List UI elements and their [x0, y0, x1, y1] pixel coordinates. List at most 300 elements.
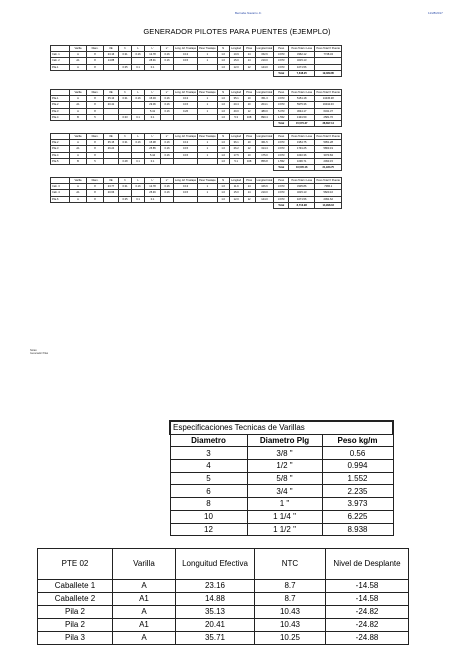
table-cell: 35.1 [229, 96, 243, 102]
column-header: Long. Ef. Traslape [175, 47, 197, 51]
table-cell: A [70, 196, 87, 202]
column-header: Peso Total x Losa [289, 90, 315, 96]
spec-cell: 1 1/2 " [247, 523, 322, 536]
column-header: Diam. [87, 46, 104, 52]
table-cell: 5 [87, 158, 104, 164]
column-header: Long. Ef. Traslape [175, 179, 197, 183]
header-author: Bernabe Navarro Jr. [235, 11, 262, 15]
table-cell: 210.0 [255, 58, 274, 64]
table-cell: 1040.36 [289, 152, 315, 158]
table-cell: 0.1 [132, 158, 145, 164]
column-header: Pzas [243, 134, 255, 140]
spec-cell: 8.938 [322, 523, 393, 536]
table-cell: 7086.1 [315, 184, 342, 190]
table-cell: 10 [243, 140, 255, 146]
table-cell: 5.373 [274, 108, 289, 114]
table-cell: 0.15 [174, 58, 198, 64]
column-header: Longitud total [256, 91, 273, 95]
column-header: Long. Ef. Traslape [175, 135, 197, 139]
table-cell: 0.16 [161, 96, 174, 102]
column-header: Peso Total x Losa [289, 134, 315, 140]
column-header: N [217, 46, 229, 52]
blank-cell [132, 120, 145, 126]
table-cell: 1 [198, 140, 218, 146]
pte-cell: 10.43 [255, 619, 326, 632]
table-cell: 1.0 [217, 58, 229, 64]
pte-cell: -24.82 [326, 619, 409, 632]
column-header: Varilla [70, 46, 87, 52]
table-cell: 3.973 [274, 58, 289, 64]
blank-cell [217, 202, 229, 208]
column-header: L'' [161, 134, 174, 140]
column-header: Diam. [87, 134, 104, 140]
pile-table-2 [50, 89, 342, 127]
table-cell: Pila 3 [51, 108, 70, 114]
table-cell: 10.9 [229, 52, 243, 58]
table-cell: 40.0 [229, 108, 243, 114]
table-cell: A [70, 184, 87, 190]
table-cell: 0.15 [174, 152, 198, 158]
spec-row [170, 472, 393, 485]
table-cell: Pila 5 [51, 158, 70, 164]
pte-cell: 10.43 [255, 606, 326, 619]
table-cell: 15.0 [229, 58, 243, 64]
blank-cell [198, 70, 218, 76]
column-header: Peso Total x Losa [289, 46, 315, 52]
table-cell: 14 [243, 52, 255, 58]
table-cell: 0.13 [174, 140, 198, 146]
blank-cell [87, 164, 104, 170]
table-cell: 1.0 [217, 152, 229, 158]
blank-cell [145, 120, 161, 126]
blank-cell [70, 120, 87, 126]
table-cell: 0.16 [161, 146, 174, 152]
table-cell: 8 [87, 196, 104, 202]
spec-cell: 1/2 " [247, 460, 322, 473]
blank-cell [243, 120, 255, 126]
table-cell: 1.0 [217, 64, 229, 70]
table-cell: Pila 2 [51, 140, 70, 146]
table-cell: Pila 1 [51, 64, 70, 70]
table-cell: B [70, 158, 87, 164]
column-header: Varilla [70, 178, 87, 184]
table-cell: 15.0 [229, 190, 243, 196]
table-cell: A [70, 152, 87, 158]
table-cell: 0.16 [161, 152, 174, 158]
table-cell: 1.0 [217, 146, 229, 152]
blank-cell [174, 164, 198, 170]
spec-cell: 1 1/4 " [247, 510, 322, 523]
column-header: Varilla [70, 90, 87, 96]
table-cell: 15.03 [145, 96, 161, 102]
blank-cell [104, 164, 119, 170]
blank-cell [104, 120, 119, 126]
table-cell: 12 [243, 146, 255, 152]
table-cell: 0.16 [161, 58, 174, 64]
table-cell: 5951.28 [315, 140, 342, 146]
table-cell: 1 [198, 96, 218, 102]
table-cell: 15.38 [145, 140, 161, 146]
table-cell: 36.1 [229, 140, 243, 146]
column-header: #E [104, 134, 119, 140]
pte-cell: 14.88 [176, 593, 255, 606]
table-cell: 5820.16 [315, 190, 342, 196]
table-cell: 1.0 [217, 158, 229, 164]
table-cell: 856.8 [255, 158, 274, 164]
table-cell: 1.0 [217, 52, 229, 58]
pte-row [38, 619, 409, 632]
spec-row [170, 498, 393, 511]
total-x-losa: 10,505.16 [289, 164, 315, 170]
table-cell: 16042.03 [315, 102, 342, 108]
spec-header: Diametro Plg [247, 434, 322, 447]
total-label: Total [274, 164, 289, 170]
column-header: Peso Total X Puente [316, 47, 340, 51]
table-cell: 210.0 [255, 190, 274, 196]
table-cell: 3.973 [274, 64, 289, 70]
table-cell: 1.0 [217, 96, 229, 102]
column-header: Long. Ef. Traslape [175, 91, 197, 95]
table-cell: 5151.18 [289, 96, 315, 102]
table-cell: 14 [243, 184, 255, 190]
column-header: #E [104, 178, 119, 184]
table-cell: 20.4 [229, 102, 243, 108]
table-cell: 12.0 [229, 196, 243, 202]
pte-row [38, 593, 409, 606]
table-cell: 152.6 [255, 52, 274, 58]
column-header: L [132, 178, 145, 184]
pte-cell: 10.25 [255, 632, 326, 645]
column-header: h [119, 46, 132, 52]
table-cell: 29.06 [145, 102, 161, 108]
table-cell: 10 [243, 152, 255, 158]
column-header: Peso Total X Puente [316, 135, 340, 139]
table-cell: 0.15 [174, 146, 198, 152]
table-cell: 14 [243, 190, 255, 196]
table-cell: 3.973 [274, 196, 289, 202]
table-cell: 1.0 [217, 108, 229, 114]
table-cell: 1.0 [217, 184, 229, 190]
spec-cell: 0.56 [322, 447, 393, 460]
column-header: h [119, 178, 132, 184]
table-cell: Cab. 4 [51, 190, 70, 196]
pte-cell: Pila 2 [38, 619, 113, 632]
table-cell: A1 [70, 58, 87, 64]
table-cell: 0.16 [161, 108, 174, 114]
table-cell: 0.31 [119, 184, 132, 190]
table-cell: 5.41 [145, 108, 161, 114]
blank-cell [198, 120, 218, 126]
table-cell: 8 [87, 184, 104, 190]
table-cell: 0.1 [145, 158, 161, 164]
pte-row [38, 632, 409, 645]
column-header: h [119, 90, 132, 96]
table-cell: 12 [243, 108, 255, 114]
total-row [51, 70, 342, 76]
spec-cell: 10 [170, 510, 247, 523]
table-cell: 5.1 [229, 158, 243, 164]
pte-cell: 35.13 [176, 606, 255, 619]
blank-cell [87, 120, 104, 126]
blank-cell [104, 70, 119, 76]
pte-cell: A1 [113, 593, 176, 606]
table-cell: A [70, 108, 87, 114]
column-header: L [132, 134, 145, 140]
pte-table [37, 548, 409, 645]
blank-cell [229, 202, 243, 208]
spec-cell: 3/8 " [247, 447, 322, 460]
table-cell: 3335.86 [289, 184, 315, 190]
table-cell: 14 [243, 58, 255, 64]
column-header: Longitud [229, 46, 243, 52]
table-cell: 0.16 [132, 52, 145, 58]
table-cell: 3.973 [274, 152, 289, 158]
table-cell: 0.1 [145, 64, 161, 70]
table-cell: 17.5 [229, 152, 243, 158]
blank-cell [51, 70, 70, 76]
spec-header: Peso kg/m [322, 434, 393, 447]
total-x-puente: 38,897.14 [315, 120, 342, 126]
spec-cell: 3 [170, 447, 247, 460]
table-cell: 144.0 [255, 64, 274, 70]
table-cell: 3.973 [274, 102, 289, 108]
table-cell: 361.5 [255, 140, 274, 146]
blank-cell [243, 70, 255, 76]
column-header: L [132, 90, 145, 96]
table-cell: 1.552 [274, 114, 289, 120]
blank-cell [198, 164, 218, 170]
table-cell: Pila 2 [51, 102, 70, 108]
side-note-line: Generador Pilas [30, 352, 49, 356]
table-cell: 20.66 [104, 190, 119, 196]
blank-cell [119, 120, 132, 126]
blank-cell [174, 202, 198, 208]
table-cell: 1 [198, 184, 218, 190]
table-cell: 3215.13 [289, 58, 315, 64]
pte-cell: Caballete 1 [38, 580, 113, 593]
table-cell: 6341.37 [315, 108, 342, 114]
blank-cell [119, 164, 132, 170]
column-header: Peso Traslape [199, 179, 216, 183]
column-header: L'' [161, 46, 174, 52]
spec-cell: 8 [170, 498, 247, 511]
table-cell: 23.77 [104, 184, 119, 190]
spec-row [170, 447, 393, 460]
table-cell: 0.16 [132, 96, 145, 102]
pte-header: NTC [255, 549, 326, 580]
pte-cell: Pila 3 [38, 632, 113, 645]
table-cell: 8 [87, 190, 104, 196]
blank-cell [119, 70, 132, 76]
table-cell: 0.15 [174, 102, 198, 108]
column-header: Peso Traslape [199, 91, 216, 95]
column-header: L'' [161, 90, 174, 96]
spec-cell: 6.225 [322, 510, 393, 523]
column-header: #E [104, 46, 119, 52]
table-cell: 3073.84 [315, 152, 342, 158]
column-header: Pzas [243, 46, 255, 52]
table-cell: 1.552 [274, 158, 289, 164]
table-cell: 0.1 [132, 64, 145, 70]
pte-cell: 23.16 [176, 580, 255, 593]
table-cell: Pila 4 [51, 152, 70, 158]
table-cell: Cab. 1 [51, 52, 70, 58]
table-cell: 0.1 [145, 196, 161, 202]
table-cell: 0.33 [119, 114, 132, 120]
table-cell: Pila 4 [51, 114, 70, 120]
table-cell: 26.24 [104, 146, 119, 152]
table-cell: 25.85 [145, 146, 161, 152]
table-cell: 12.0 [229, 64, 243, 70]
side-note [30, 349, 48, 355]
column-header: L' [145, 178, 161, 184]
blank-cell [119, 202, 132, 208]
table-cell: 8 [87, 96, 104, 102]
blank-cell [255, 70, 274, 76]
column-header: L' [145, 90, 161, 96]
blank-cell [243, 202, 255, 208]
table-cell: B [70, 114, 87, 120]
blank-cell [70, 164, 87, 170]
spec-caption: Especificaciones Tecnicas de Varillas [170, 421, 393, 434]
table-cell: 0.13 [174, 96, 198, 102]
pte-cell: 8.7 [255, 580, 326, 593]
table-cell: 14.88 [104, 58, 119, 64]
total-x-puente: 14,998.16 [315, 202, 342, 208]
blank-cell [145, 164, 161, 170]
blank-cell [198, 202, 218, 208]
total-x-puente: 21,933.75 [315, 164, 342, 170]
blank-cell [255, 202, 274, 208]
column-header: Pzas [243, 90, 255, 96]
table-cell: 3.973 [274, 140, 289, 146]
table-cell: Cab. 2 [51, 58, 70, 64]
table-cell: 0.1 [132, 196, 145, 202]
column-header: N [217, 178, 229, 184]
table-cell: 0.31 [119, 96, 132, 102]
table-cell: 0.16 [161, 102, 174, 108]
pte-header: Longuitud Efectiva [176, 549, 255, 580]
total-x-losa: 8,713.98 [289, 202, 315, 208]
table-cell: 3362.12 [289, 52, 315, 58]
table-cell: 0.16 [161, 190, 174, 196]
blank-cell [70, 202, 87, 208]
table-cell: 8 [87, 52, 104, 58]
table-cell: 175.0 [255, 152, 274, 158]
column-header: Peso Total x Losa [289, 178, 315, 184]
table-cell: 2581.76 [315, 114, 342, 120]
pte-header: Varilla [113, 549, 176, 580]
table-cell: 35.13 [104, 96, 119, 102]
table-cell: 1954.75 [289, 140, 315, 146]
blank-cell [161, 70, 174, 76]
table-cell: 8 [87, 58, 104, 64]
table-cell: 8 [87, 146, 104, 152]
column-header: Peso Total X Puente [316, 179, 340, 183]
pte-cell: -24.88 [326, 632, 409, 645]
table-cell: 144.0 [255, 196, 274, 202]
table-cell: 0.16 [132, 184, 145, 190]
spec-cell: 1.552 [322, 472, 393, 485]
spec-row [170, 523, 393, 536]
table-cell: 351.3 [255, 96, 274, 102]
table-cell: 1071.56 [289, 64, 315, 70]
column-header: Diam. [87, 178, 104, 184]
table-cell: 0.16 [132, 140, 145, 146]
blank-cell [217, 120, 229, 126]
table-cell: Pila 3 [51, 146, 70, 152]
blank-cell [132, 202, 145, 208]
table-cell: 3215.13 [289, 190, 315, 196]
blank-cell [87, 202, 104, 208]
table-cell: 10 [243, 102, 255, 108]
table-cell: 0.31 [119, 140, 132, 146]
table-cell: 0.16 [161, 184, 174, 190]
pte-cell: A1 [113, 619, 176, 632]
column-header: Peso Total X Puente [316, 91, 340, 95]
blank-cell [161, 164, 174, 170]
pte-cell: A [113, 632, 176, 645]
total-label: Total [274, 70, 289, 76]
table-cell: 166.6 [255, 184, 274, 190]
column-header: Peso [274, 178, 289, 184]
table-cell: 8 [87, 64, 104, 70]
column-header: Peso Traslape [199, 135, 216, 139]
table-cell: A1 [70, 102, 87, 108]
column-header: Longitud total [256, 47, 273, 51]
table-cell: 1 [198, 108, 218, 114]
table-cell: 8 [87, 152, 104, 158]
blank-cell [255, 120, 274, 126]
blank-cell [145, 202, 161, 208]
spec-cell: 1 " [247, 498, 322, 511]
table-cell: 5863.19 [315, 146, 342, 152]
blank-cell [229, 120, 243, 126]
table-cell: 314.4 [255, 146, 274, 152]
total-x-puente: 19,089.85 [315, 70, 342, 76]
table-cell: 8 [87, 108, 104, 114]
table-cell: 20.41 [104, 102, 119, 108]
table-cell: 1.0 [217, 190, 229, 196]
blank-cell [104, 202, 119, 208]
table-cell: 5975.36 [289, 102, 315, 108]
table-cell: 3.973 [274, 52, 289, 58]
table-cell: 0.15 [174, 190, 198, 196]
column-header: N [217, 90, 229, 96]
table-cell: 480.0 [255, 108, 274, 114]
pte-cell: -14.58 [326, 593, 409, 606]
column-header: L' [145, 134, 161, 140]
page-title: GENERADOR PILOTES PARA PUENTES (EJEMPLO) [143, 27, 331, 36]
table-cell: 26.2 [229, 146, 243, 152]
table-cell: 8 [87, 140, 104, 146]
pte-cell: 8.7 [255, 593, 326, 606]
spec-cell: 0.994 [322, 460, 393, 473]
blank-cell [51, 202, 70, 208]
table-cell: 0.1 [132, 114, 145, 120]
table-cell: 5.3 [229, 114, 243, 120]
table-cell: 1 [198, 52, 218, 58]
column-header: Peso [274, 46, 289, 52]
table-cell: 10 [243, 96, 255, 102]
column-header: Longitud [229, 178, 243, 184]
pte-cell: A [113, 580, 176, 593]
column-header: Peso Traslape [199, 47, 216, 51]
total-label: Total [274, 120, 289, 126]
table-cell: 1071.56 [289, 196, 315, 202]
pile-table-4 [50, 177, 342, 209]
blank-cell [255, 164, 274, 170]
